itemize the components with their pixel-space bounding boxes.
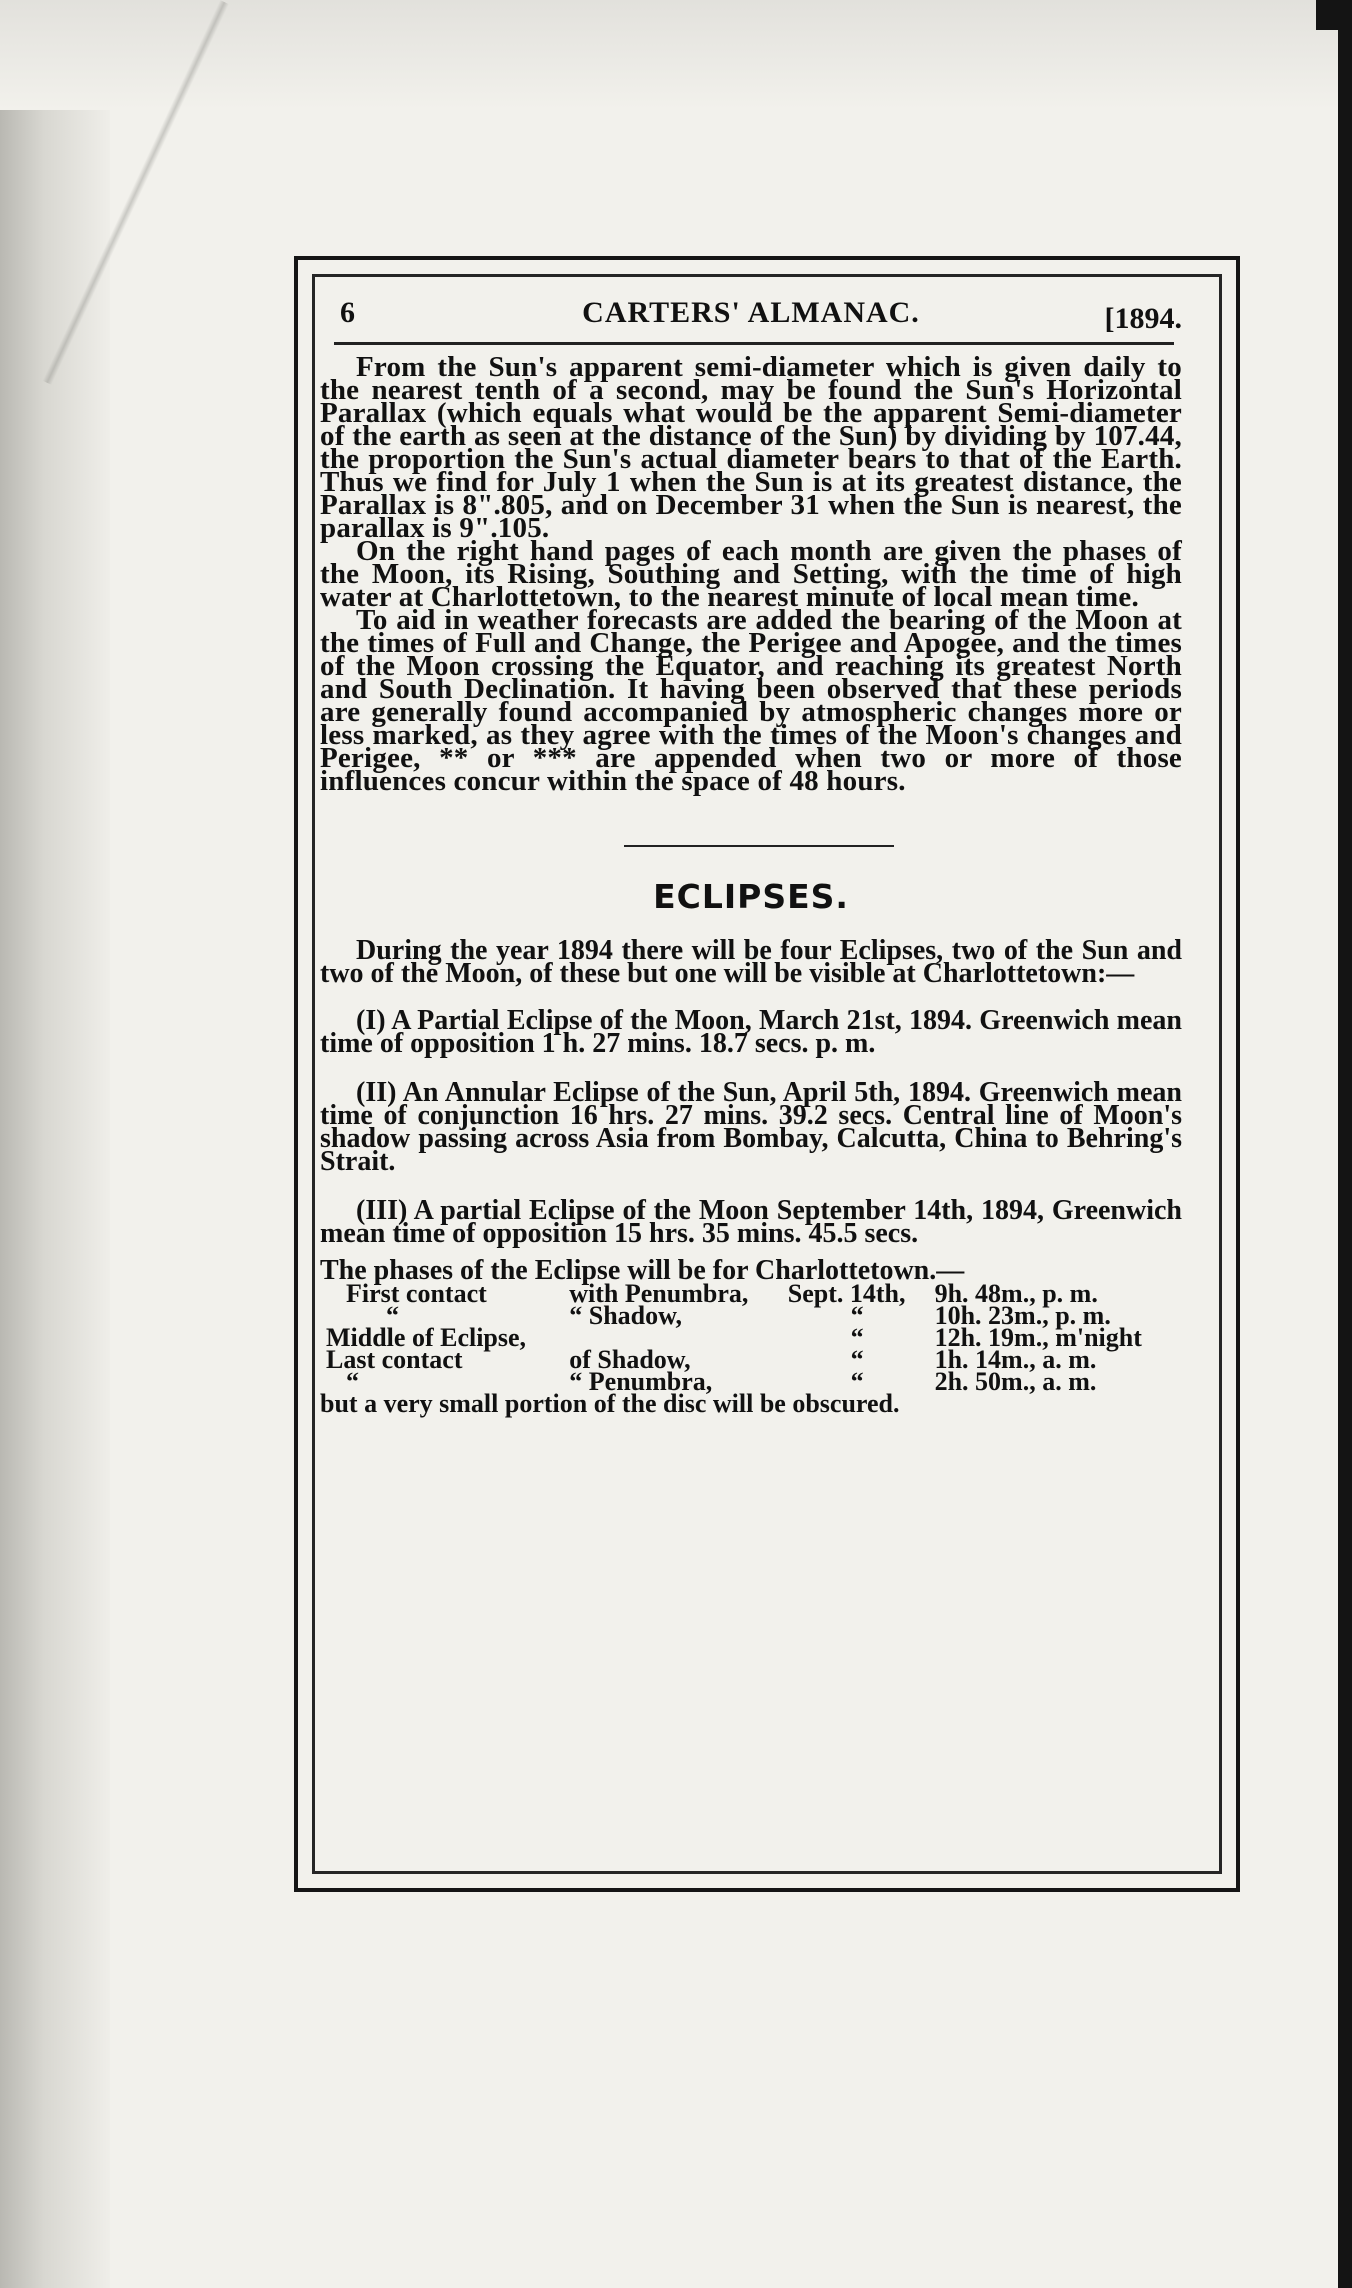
phase-label: “ <box>346 1367 359 1396</box>
phase-time: 12h. 19m., m'night <box>934 1323 1142 1352</box>
phase-detail: “ Penumbra, <box>569 1367 713 1396</box>
page-content <box>320 290 1182 1441</box>
scan-edge <box>1338 0 1352 2288</box>
phase-label: First contact <box>346 1279 487 1308</box>
page-shadow-left <box>0 0 110 2288</box>
section-divider <box>624 845 894 847</box>
phase-detail: with Penumbra, <box>569 1279 749 1308</box>
phases-intro: The phases of the Eclipse will be for Charlottetown.— <box>320 1255 965 1286</box>
eclipse-item: (II) An Annular Eclipse of the Sun, April 5th, 1894. Greenwich mean time of conjunction 16 hrs. 27 mins. 39.2 secs. Central line of Moon's shadow passing across Asia from Bombay, Calcutta, China to Behring's Strait. <box>320 1077 1182 1177</box>
paragraph-parallax: From the Sun's apparent semi-diameter which is given daily to the nearest tenth of a second, may be found the Sun's Horizontal Parallax (which equals what would be the apparent Semi-diameter of the earth as seen at the distance of the Sun) by dividing by 107.44, the proportion the Sun's actual diameter bears to that of the Earth. Thus we find for July 1 when the Sun is at its greatest distance, the Parallax is 8".805, and on December 31 when the Sun is nearest, the parallax is 9".105. <box>320 351 1182 544</box>
phase-label: “ <box>386 1301 399 1330</box>
page-number: 6 <box>340 296 355 329</box>
phase-time: 9h. 48m., p. m. <box>934 1279 1098 1308</box>
phase-date: “ <box>850 1301 864 1330</box>
header-rule <box>334 342 1174 345</box>
phase-time: 2h. 50m., a. m. <box>934 1367 1097 1396</box>
phase-detail: “ Shadow, <box>569 1301 682 1330</box>
eclipses-heading: ECLIPSES. <box>653 877 849 916</box>
phase-detail: of Shadow, <box>569 1345 691 1374</box>
phase-time: 1h. 14m., a. m. <box>934 1345 1097 1374</box>
paragraph-weather-forecasts: To aid in weather forecasts are added the bearing of the Moon at the times of Full and Change, the Perigee and Apogee, and the times of the Moon crossing the Equator, and reaching its greatest North and South Declination. It having been observed that these periods are generally found accompanied by atmospheric changes more or less marked, as they agree with the times of the Moon's changes and Perigee, ** or *** are appended when two or more of those influences concur within the space of 48 hours. <box>320 604 1182 797</box>
almanac-year: [1894. <box>1104 302 1182 335</box>
paragraph-moon-phases: On the right hand pages of each month are given the phases of the Moon, its Rising, Southing and Setting, with the time of high water at Charlottetown, to the nearest minute of local mean time. <box>320 535 1182 613</box>
eclipse-phases-table <box>320 1279 1182 1396</box>
phase-time: 10h. 23m., p. m. <box>934 1301 1111 1330</box>
eclipses-intro: During the year 1894 there will be four Eclipses, two of the Sun and two of the Moon, of these but one will be visible at Charlottetown:— <box>320 935 1182 989</box>
running-header <box>320 290 1182 356</box>
eclipse-item: (I) A Partial Eclipse of the Moon, March 21st, 1894. Greenwich mean time of opposition 1 h. 27 mins. 18.7 secs. p. m. <box>320 1005 1182 1059</box>
phase-date: Sept. 14th, <box>787 1279 906 1308</box>
phase-date: “ <box>850 1323 864 1352</box>
eclipse-item: (III) A partial Eclipse of the Moon September 14th, 1894, Greenwich mean time of opposition 15 hrs. 35 mins. 45.5 secs. <box>320 1195 1182 1249</box>
almanac-title: CARTERS' ALMANAC. <box>582 296 920 329</box>
phase-date: “ <box>850 1367 864 1396</box>
scan-corner <box>1316 0 1352 30</box>
phase-date: “ <box>850 1345 864 1374</box>
eclipse-closing-note: but a very small portion of the disc will be obscured. <box>320 1389 900 1418</box>
phase-label: Middle of Eclipse, <box>326 1323 527 1352</box>
phase-label: Last contact <box>326 1345 463 1374</box>
